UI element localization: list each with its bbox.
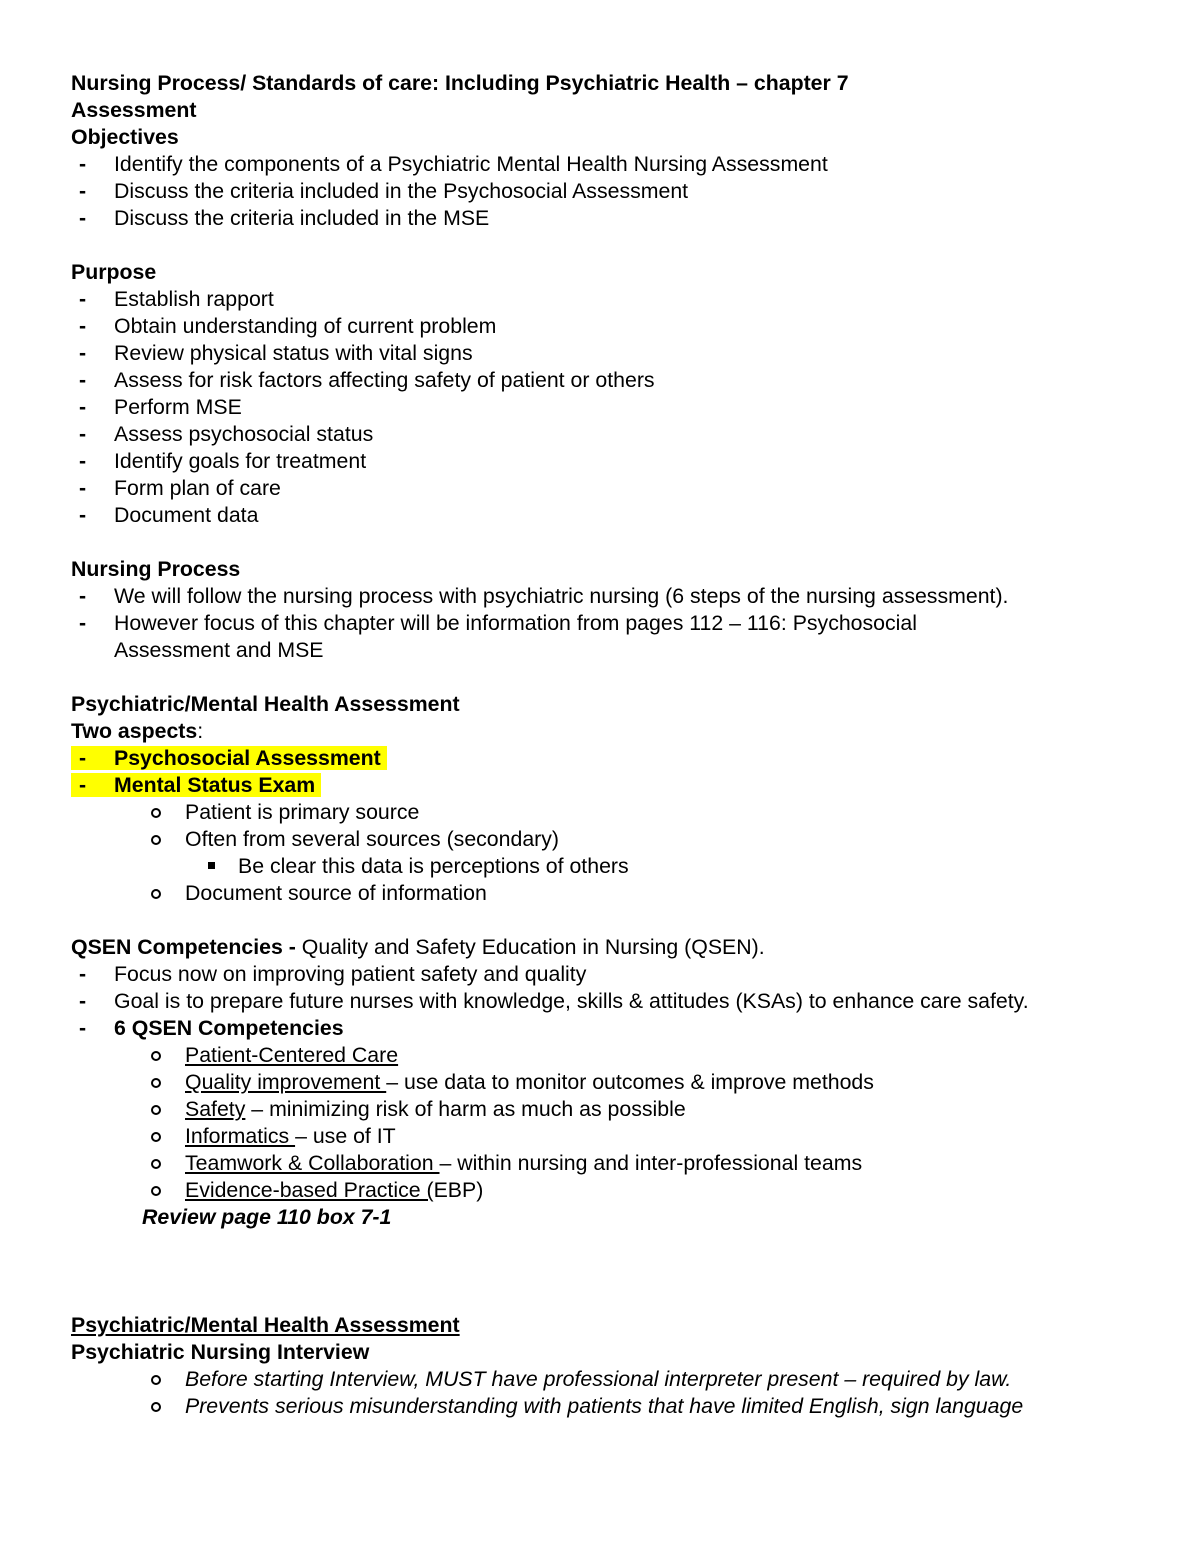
pmh-assessment-2-heading: Psychiatric/Mental Health Assessment	[71, 1313, 460, 1337]
list-item: - Perform MSE	[71, 394, 1151, 421]
list-item: Before starting Interview, MUST have professional interpreter present – required by law.	[71, 1366, 1151, 1393]
list-item: - Form plan of care	[71, 475, 1151, 502]
list-item: - Identify the components of a Psychiatric Mental Health Nursing Assessment	[71, 151, 1151, 178]
list-item: Prevents serious misunderstanding with patients that have limited English, sign language	[71, 1393, 1151, 1420]
list-item	[71, 1177, 1151, 1204]
review-note: Review page 110 box 7-1	[142, 1205, 392, 1229]
qsen-list	[71, 961, 1151, 1042]
objectives-list	[71, 151, 1151, 232]
purpose-list	[71, 286, 1151, 529]
interview-heading: Psychiatric Nursing Interview	[71, 1340, 370, 1364]
list-item: - Review physical status with vital signs	[71, 340, 1151, 367]
list-item: - Focus now on improving patient safety and quality	[71, 961, 1151, 988]
list-item: - We will follow the nursing process with psychiatric nursing (6 steps of the nursing assessment).	[71, 583, 1151, 610]
list-item: - Document data	[71, 502, 1151, 529]
list-item: - Obtain understanding of current problem	[71, 313, 1151, 340]
highlighted-aspect: Psychosocial Assessment	[71, 746, 387, 770]
document-page	[71, 70, 1151, 1420]
competency-desc: – use data to monitor outcomes & improve methods	[386, 1070, 874, 1094]
list-item: - However focus of this chapter will be information from pages 112 – 116: Psychosocial Assessment and MSE	[71, 610, 1014, 664]
list-item	[71, 745, 1151, 772]
objectives-heading: Objectives	[71, 125, 179, 149]
interview-list	[71, 1366, 1151, 1420]
list-item: - Discuss the criteria included in the Psychosocial Assessment	[71, 178, 1151, 205]
aspects-sub-list-2	[71, 880, 1151, 907]
list-item: - Discuss the criteria included in the MSE	[71, 205, 1151, 232]
list-item: - Identify goals for treatment	[71, 448, 1151, 475]
nursing-process-heading: Nursing Process	[71, 557, 241, 581]
list-item: - Establish rapport	[71, 286, 1151, 313]
list-item: Document source of information	[71, 880, 1151, 907]
two-aspects-label: Two aspects	[71, 719, 198, 743]
competency-name: Safety	[185, 1097, 246, 1121]
list-item: - Goal is to prepare future nurses with knowledge, skills & attitudes (KSAs) to enhance care safety.	[71, 988, 1151, 1015]
purpose-heading: Purpose	[71, 260, 157, 284]
document-title: Nursing Process/ Standards of care: Including Psychiatric Health – chapter 7	[71, 71, 849, 95]
competency-desc: EBP)	[433, 1178, 484, 1202]
competency-desc: – use of IT	[295, 1124, 396, 1148]
competency-name: Patient-Centered Care	[185, 1043, 399, 1067]
list-item	[71, 1096, 1151, 1123]
list-item	[71, 1069, 1151, 1096]
list-item: - Assess for risk factors affecting safety of patient or others	[71, 367, 1151, 394]
qsen-heading-desc: Quality and Safety Education in Nursing (QSEN).	[301, 935, 765, 959]
aspects-list	[71, 745, 1151, 799]
list-item	[71, 1150, 1151, 1177]
aspects-sub-list	[71, 799, 1151, 853]
list-item	[71, 772, 1151, 799]
aspects-sub-sub-list	[71, 853, 1151, 880]
competency-name: Quality improvement	[185, 1070, 387, 1094]
list-item: Patient is primary source	[71, 799, 1151, 826]
list-item	[71, 1042, 1151, 1069]
list-item	[71, 1123, 1151, 1150]
assessment-heading: Assessment	[71, 98, 197, 122]
competency-name: Informatics	[185, 1124, 296, 1148]
qsen-heading: QSEN Competencies -	[71, 935, 302, 959]
competency-name: Teamwork & Collaboration	[185, 1151, 440, 1175]
two-aspects-line	[71, 718, 1151, 745]
nursing-process-list	[71, 583, 1151, 664]
qsen-heading-line	[71, 934, 1151, 961]
list-item: - Assess psychosocial status	[71, 421, 1151, 448]
list-item: - 6 QSEN Competencies	[71, 1015, 1151, 1042]
competency-desc: – minimizing risk of harm as much as possible	[245, 1097, 686, 1121]
qsen-competencies-list	[71, 1042, 1151, 1204]
pmh-assessment-heading: Psychiatric/Mental Health Assessment	[71, 692, 460, 716]
competency-desc: – within nursing and inter-professional teams	[439, 1151, 863, 1175]
highlighted-aspect: Mental Status Exam	[71, 773, 321, 797]
competency-name: Evidence-based Practice (	[185, 1178, 434, 1202]
two-aspects-colon: :	[197, 719, 204, 743]
list-item: Often from several sources (secondary)	[71, 826, 1151, 853]
list-item: Be clear this data is perceptions of others	[71, 853, 1151, 880]
